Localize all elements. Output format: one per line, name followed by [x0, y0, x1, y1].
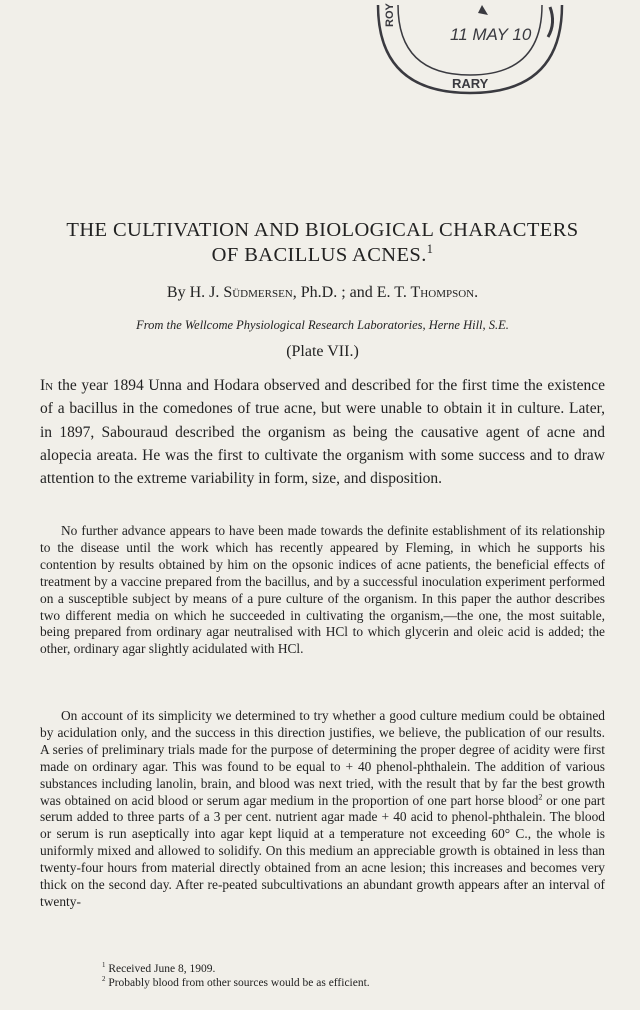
article-title	[40, 218, 605, 242]
footnote-text: Probably blood from other sources would be as efficient.	[105, 977, 370, 989]
intro-paragraph	[40, 374, 605, 490]
library-stamp	[370, 0, 570, 105]
stamp-lettering-left: ROY	[384, 3, 396, 27]
stamp-crest	[478, 5, 488, 15]
author-name: E. T. Thompson.	[376, 284, 479, 301]
byline	[40, 284, 605, 302]
body-paragraph	[40, 708, 605, 911]
intro-lead: In	[40, 377, 54, 394]
plate-reference: (Plate VII.)	[286, 343, 359, 360]
article-title-line2: OF BACILLUS ACNES.	[211, 244, 427, 266]
footnote-ref: 1	[426, 242, 434, 257]
footnote	[40, 962, 605, 976]
byline-prefix: By	[166, 284, 186, 301]
stamp-lettering: RARY	[452, 76, 489, 91]
footnote-text: Received June 8, 1909.	[105, 963, 216, 975]
paragraph-text: On account of its simplicity we determined to try whether a good culture medium could be obtained by acidulation only, and the success in this direction justifies, we believe, the publication of our results. A series of preliminary trials made for the purpose of determining the proper degree of acidity were first made on ordinary agar. This was found to be equal to + 40 phenol-phthalein. The addition of various substances including lanolin, brain, and blood was next tried, with the result that by far the best growth was obtained on acid blood or serum agar medium in the proportion of one part horse blood	[40, 708, 605, 808]
article-title-line1: THE CULTIVATION AND BIOLOGICAL CHARACTERS	[66, 219, 579, 241]
stamp-mark	[548, 7, 553, 37]
paragraph-text: or one part serum added to three parts of a 3 per cent. nutrient agar made + 40 acid to phenol-phthalein. The blood or serum is run aseptically into agar kept liquid at a temperature not exceeding 60° C., the whole is uniformly mixed and allowed to solidify. On this medium an appreciable growth is obtained in less than twenty-four hours from material directly obtained from an acne lesion; this increases and becomes very thick on the second day. After re-peated subcultivations an abundant growth appears after an interval of twenty-	[40, 792, 605, 909]
article-title-continued	[40, 243, 605, 267]
stamp-date: 11 MAY 10	[450, 25, 532, 44]
footnote-mark: 1	[102, 962, 106, 970]
author-name: H. J. Südmersen	[189, 284, 293, 301]
intro-text: the year 1894 Unna and Hodara observed and described for the first time the existence of a bacillus in the comedones of true acne, but were unable to obtain it in culture. Later, in 1897, Sabouraud described the organism as being the causative agent of acne and alopecia areata. He was the first to cultivate the organism with some success and to draw attention to the extreme variability in form, size, and disposition.	[40, 377, 605, 488]
footnote-ref: 2	[538, 792, 543, 802]
footnote	[40, 976, 605, 990]
author-degree: , Ph.D. ; and	[292, 284, 373, 301]
body-paragraph: No further advance appears to have been made towards the definite establishment of its relationship to the disease until the work which has recently appeared by Fleming, in which he supports his contention by results obtained by him on the opsonic indices of acne patients, the beneficial effects of treatment by a vaccine prepared from the bacillus, and by a successful inoculation experiment performed on a susceptible subject by means of a pure culture of the organism. In this paper the author describes two different media on which he succeeded in cultivating the organism,—the one, the most suitable, being prepared from ordinary agar neutralised with HCl to which glycerin and oleic acid is added; the other, ordinary agar slightly acidulated with HCl.	[40, 523, 605, 657]
footnotes	[40, 962, 605, 990]
affiliation: From the Wellcome Physiological Research Laboratories, Herne Hill, S.E.	[136, 318, 509, 332]
footnote-mark: 2	[102, 976, 106, 984]
